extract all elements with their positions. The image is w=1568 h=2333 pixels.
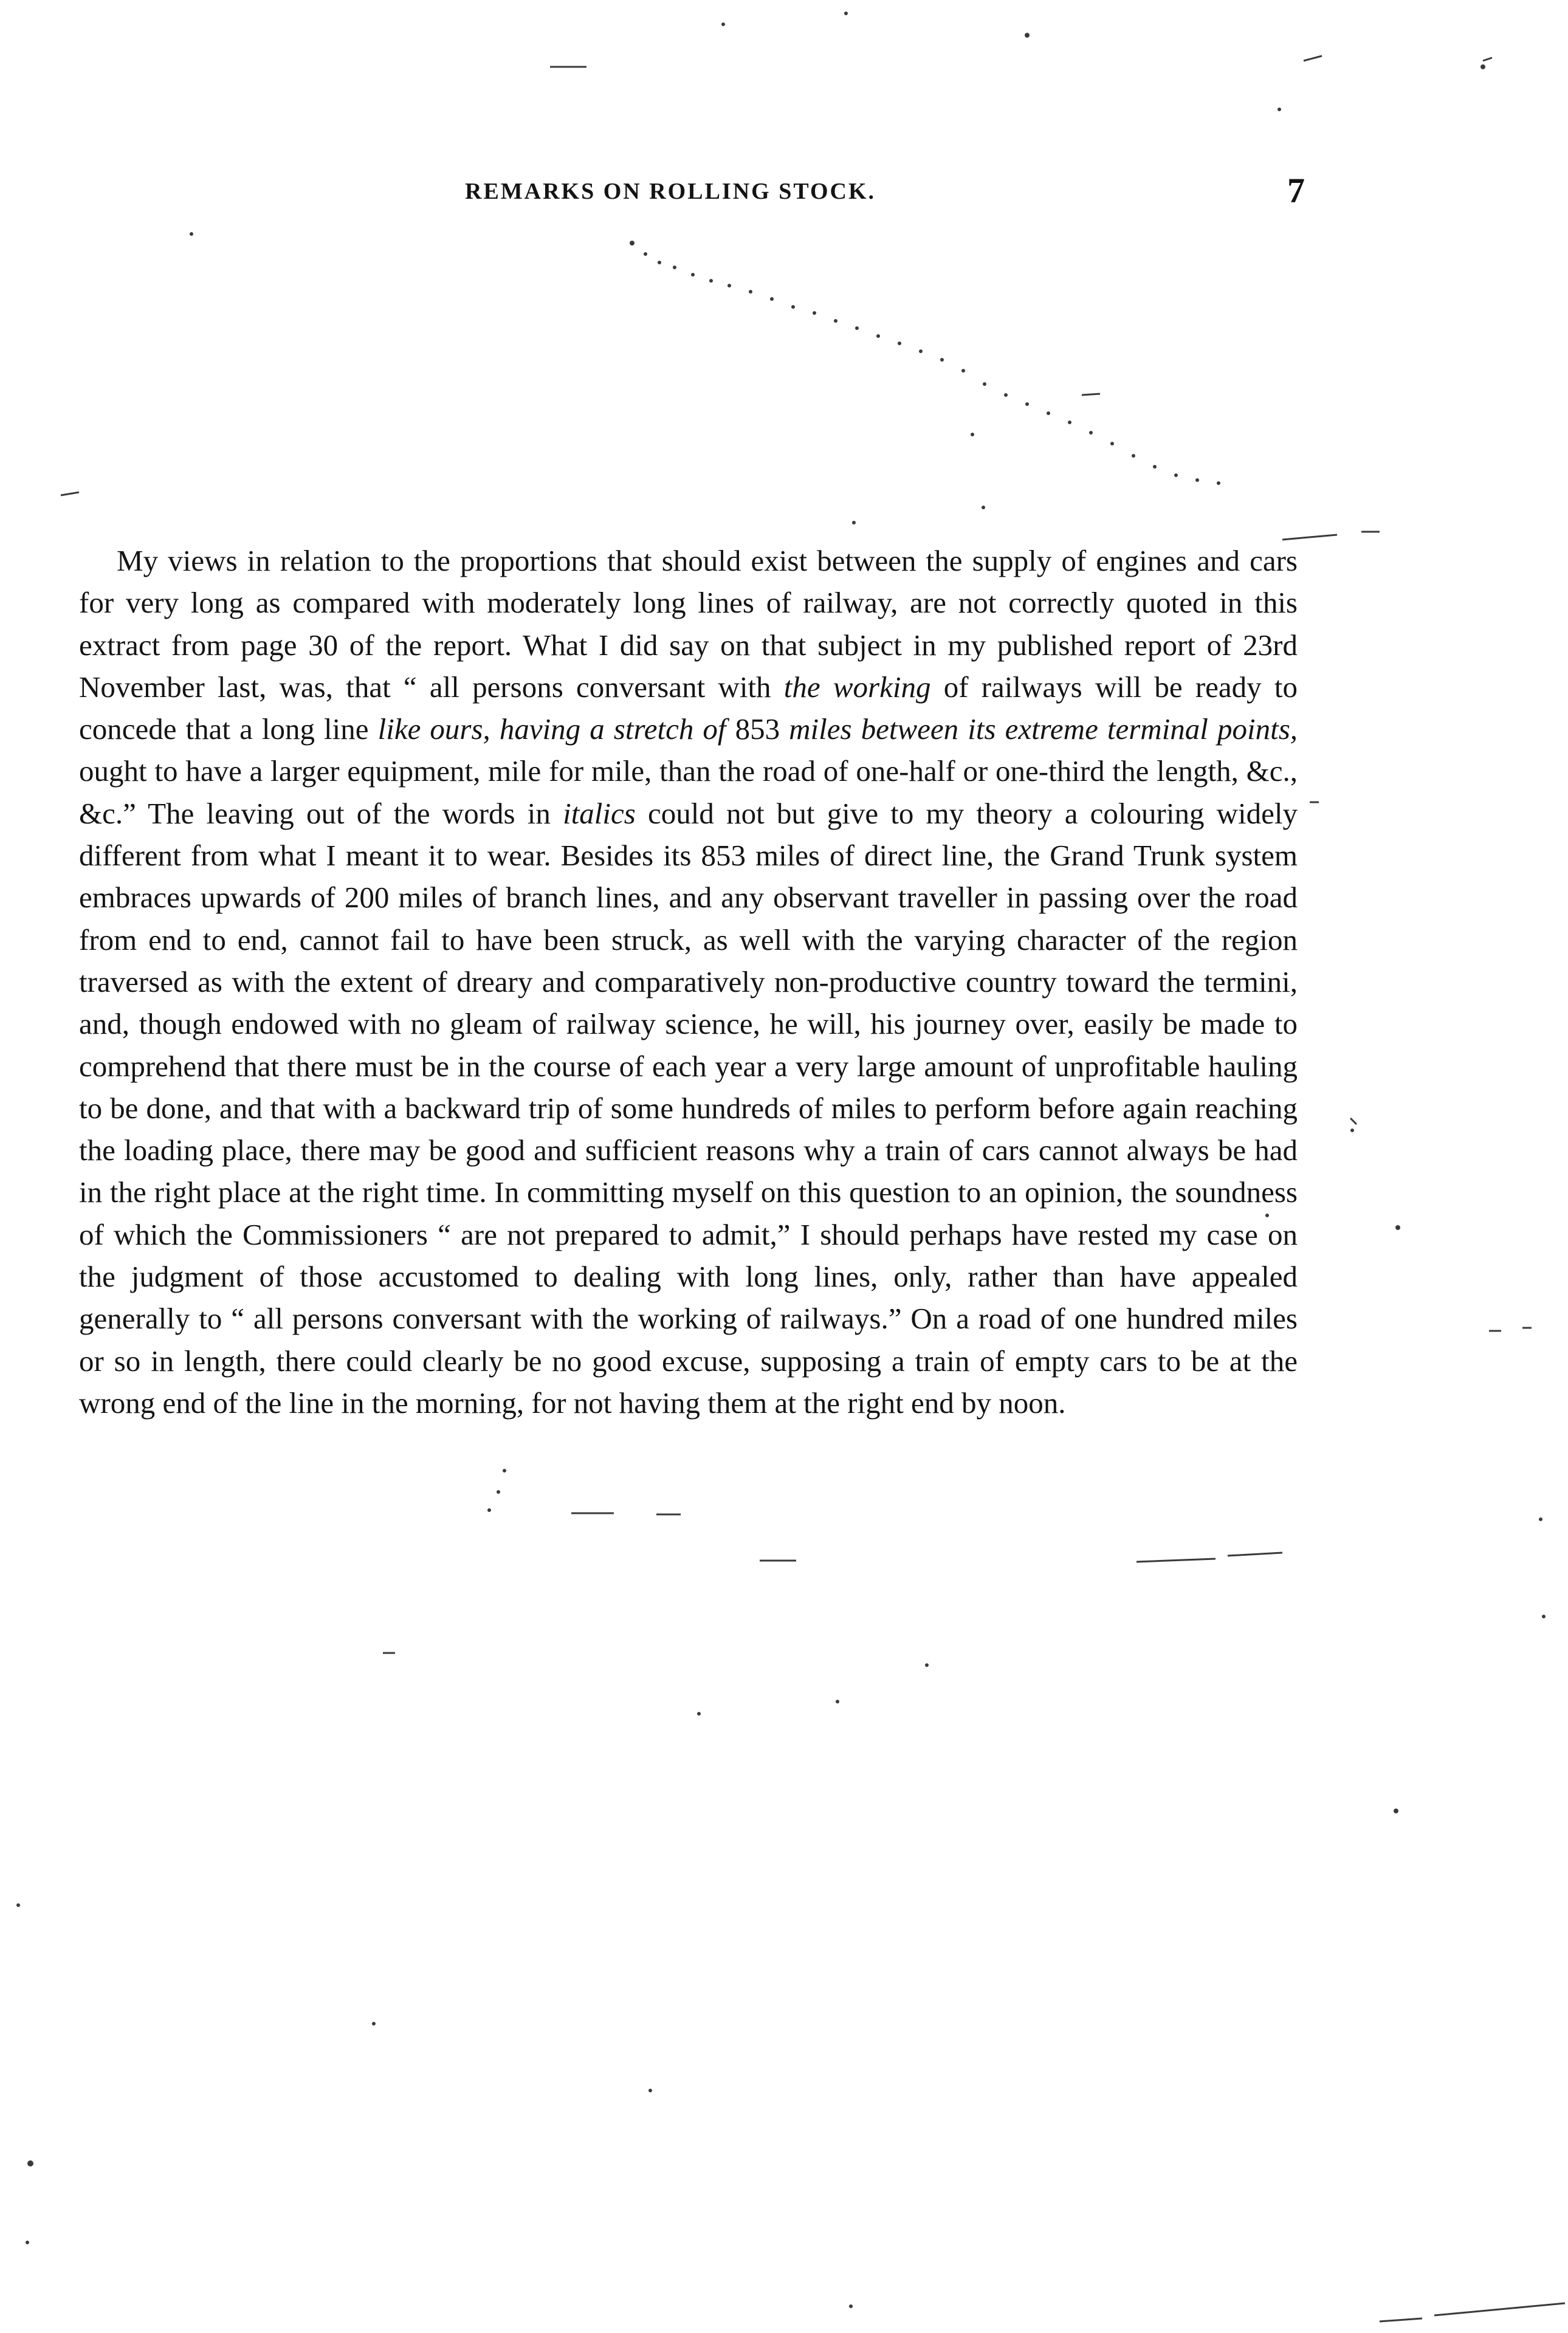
paragraph-italic-1: the working: [783, 670, 931, 704]
page-number: 7: [1287, 171, 1305, 210]
paragraph-italic-4: italics: [563, 796, 636, 830]
running-head-title: REMARKS ON ROLLING STOCK.: [465, 179, 876, 204]
running-head: [0, 173, 1568, 210]
paragraph-text-part-5: could not but give to my theory a colouring widely different from what I meant it to wear. Besides its 853 miles of direct line, the Grand Trunk system embraces upwards of 200 miles of branch lines, and any observant traveller in passing over the road from end to end, cannot fail to have been struck, as well with the varying character of the region traversed as with the extent of dreary and comparatively non-productive country toward the termini, and, though endowed with no gleam of railway science, he will, his journey over, easily be made to comprehend that there must be in the course of each year a very large amount of unprofitable hauling to be done, and that with a backward trip of some hundreds of miles to perform before again reaching the loading place, there may be good and sufficient reasons why a train of cars cannot always be had in the right place at the right time. In committing myself on this question to an opinion, the soundness of which the Commissioners “ are not prepared to admit,” I should perhaps have rested my case on the judgment of those accustomed to dealing with long lines, only, rather than have appealed generally to “ all persons conversant with the working of railways.” On a road of one hundred miles or so in length, there could clearly be no good excuse, supposing a train of empty cars to be at the wrong end of the line in the morning, for not having them at the right end by noon.: [79, 796, 1298, 1420]
paragraph-text-part-3: 853: [726, 712, 789, 746]
body-paragraph: [79, 540, 1298, 1424]
paragraph-text-part-1: My views in relation to the proportions that should exist between the supply of engines and cars for very long as compared with moderately long lines of railway, are not correctly quoted in this extract from page 30 of the report. What I did say on that subject in my published report of 23rd November last, was, that “ all persons conversant with: [79, 544, 1298, 704]
paragraph-text-part-4: ought to have a larger equipment, mile for mile, than the road of one-half or one-third the length, &c., &c.” The leaving out of the words in: [79, 754, 1298, 830]
paragraph-italic-3: miles between its extreme terminal points,: [789, 712, 1298, 746]
paragraph-text-part-2: of railways will be ready to concede that a long line: [79, 670, 1298, 746]
paragraph-italic-2: like ours, having a stretch of: [377, 712, 726, 746]
